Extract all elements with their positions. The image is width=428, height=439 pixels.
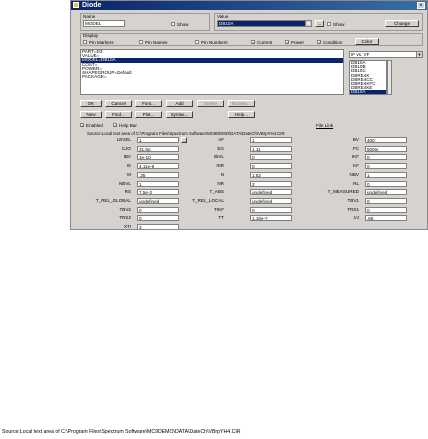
param-value-level[interactable]: 1: [137, 137, 179, 143]
bottom-source-path-text: Source:Local text area of C:\Program Files\Spectrum Software\MC9DEMO\DATA\DateCh\VBrpYH4.CIR: [2, 429, 241, 435]
find-button[interactable]: Find...: [105, 111, 132, 118]
param-value-vj[interactable]: .65: [365, 215, 407, 221]
syntax-button[interactable]: Syntax...: [166, 111, 193, 118]
enabled-checkbox[interactable]: ✓: [81, 123, 85, 128]
value-combo[interactable]: [217, 20, 312, 27]
ok-button[interactable]: OK: [80, 100, 102, 107]
param-label-level: LEVEL: [116, 137, 131, 142]
param-label-eg: EG: [217, 145, 224, 151]
model-list-item[interactable]: DBRE4KFC: [351, 80, 376, 86]
param-value-n[interactable]: 1.52: [250, 172, 292, 178]
diode-dialog: [70, 0, 428, 230]
param-value-cjo[interactable]: 31.5p: [137, 146, 179, 152]
param-value-nr[interactable]: 2: [250, 181, 292, 187]
param-value-ibv[interactable]: 1e-10: [137, 154, 179, 160]
param-value-tbv2[interactable]: 0: [137, 207, 179, 213]
param-label-ibv: IBV: [123, 154, 131, 160]
param-label-trs1: TRS1: [347, 206, 359, 212]
param-value-nbvl[interactable]: 1: [137, 181, 179, 187]
param-label-rs: RS: [124, 189, 131, 195]
attribute-line[interactable]: VALUE=: [82, 53, 100, 59]
param-value-eg[interactable]: 1.11: [250, 146, 292, 152]
current-label: Current: [257, 40, 273, 45]
param-label-ibvl: IBVL: [214, 154, 224, 160]
param-label-xti: XTI: [123, 224, 131, 229]
param-value-t-rel-global[interactable]: undefined: [137, 198, 179, 204]
param-label-t-rel-local: T_REL_LOCAL: [192, 197, 224, 203]
param-label-rl: RL: [353, 180, 359, 186]
param-label-cjo: CJO: [121, 145, 131, 151]
browse-button[interactable]: Browse...: [228, 100, 255, 107]
param-label-nr: NR: [217, 180, 224, 186]
pin-markers-checkbox[interactable]: [83, 40, 87, 44]
plot-dropdown-arrow-icon[interactable]: ▼: [417, 52, 422, 57]
param-label-is: IS: [126, 163, 131, 169]
window-title: Diode: [82, 2, 102, 9]
param-value-xti[interactable]: 3: [137, 224, 179, 230]
model-list-item[interactable]: DB10A: [350, 90, 386, 94]
param-label-vj: VJ: [353, 215, 359, 221]
pin-numbers-label: Pin Numbers: [201, 40, 228, 45]
param-value-is[interactable]: 4.11e-9: [137, 163, 179, 169]
help-bar-checkbox[interactable]: ✓: [114, 123, 118, 128]
attributes-text-area[interactable]: [80, 49, 344, 95]
delete-button[interactable]: Delete: [197, 100, 224, 107]
font-button[interactable]: Font...: [135, 100, 162, 107]
param-value-kf[interactable]: 0: [365, 163, 407, 169]
display-group-label: Display: [83, 33, 99, 38]
param-label-trs2: TRS2: [119, 215, 131, 221]
param-label-n: N: [220, 171, 224, 177]
attribute-line[interactable]: SHAPEGROUP=Default: [82, 69, 132, 75]
param-label-t-rel-global: T_REL_GLOBAL: [95, 197, 131, 203]
attribute-line[interactable]: COST=: [82, 61, 98, 67]
color-button[interactable]: Color: [355, 38, 379, 45]
value-show-label: Show: [333, 22, 345, 27]
plot-select-value: IF vs. VF: [351, 52, 370, 57]
model-list-item[interactable]: DB10A: [351, 60, 366, 65]
enabled-label: Enabled: [86, 123, 103, 128]
param-value-trs1[interactable]: 0: [365, 207, 407, 213]
param-label-tbv2: TBV2: [119, 206, 131, 212]
pin-names-label: Pin Names: [145, 40, 168, 45]
param-label-nbvl: NBVL: [118, 180, 131, 186]
param-label-m: M: [127, 171, 131, 177]
condition-checkbox[interactable]: ✓: [318, 40, 322, 45]
close-button[interactable]: ×: [417, 2, 425, 9]
param-label-isr: ISR: [216, 163, 224, 169]
param-value-ikf[interactable]: 0: [365, 154, 407, 160]
model-list[interactable]: [349, 60, 387, 95]
param-value-af[interactable]: 1: [250, 137, 292, 143]
add-button[interactable]: Add: [166, 100, 193, 107]
param-label-fc: FC: [352, 145, 359, 151]
param-label-t-measured: T_MEASURED: [327, 189, 359, 195]
param-label-t-abs: T_ABS: [209, 189, 224, 195]
param-value-t-abs[interactable]: undefined: [250, 189, 292, 195]
power-checkbox[interactable]: ✓: [286, 40, 290, 45]
param-label-af: AF: [218, 137, 224, 142]
value-show-checkbox[interactable]: [327, 22, 331, 26]
param-value-isr[interactable]: 0: [250, 163, 292, 169]
current-checkbox[interactable]: ✓: [252, 40, 256, 45]
file-link[interactable]: File Link: [316, 123, 334, 128]
param-value-bv[interactable]: 400: [365, 137, 407, 143]
value-group-label: Value: [217, 14, 229, 19]
param-value-t-rel-local[interactable]: undefined: [250, 198, 292, 204]
param-value-fc[interactable]: 500m: [365, 146, 407, 152]
help-button[interactable]: Help...: [228, 111, 255, 118]
param-value-tt[interactable]: 1.16e-7: [250, 215, 292, 221]
param-label-tt: TT: [218, 215, 224, 221]
value-dropdown-arrow-icon[interactable]: ▼: [306, 21, 311, 26]
param-label-tbv1: TBV1: [347, 197, 359, 203]
param-browse-button[interactable]: ...: [182, 138, 186, 143]
pin-numbers-checkbox[interactable]: [195, 40, 199, 44]
source-path-text: Source:Local text area of C:\Program Files\Spectrum Software\MC9DEMO\DATA\DateCh\VBrpYH4.CIR: [87, 131, 285, 136]
param-value-t-measured[interactable]: undefined: [365, 189, 407, 195]
help-bar-label: Help Bar: [119, 123, 137, 128]
change-button[interactable]: Change: [385, 20, 419, 27]
model-list-item[interactable]: DBRE4CC: [351, 76, 373, 82]
param-label-ikf: IKF: [351, 154, 359, 160]
model-list-scrollbar[interactable]: [387, 60, 392, 95]
model-list-item[interactable]: DBRE4KE: [351, 85, 373, 91]
param-label-kf: KF: [353, 163, 359, 169]
model-list-item[interactable]: DBRE4K: [351, 72, 370, 78]
plot-select[interactable]: [349, 51, 423, 58]
param-value-trs2[interactable]: 0: [137, 215, 179, 221]
model-list-item[interactable]: DB10C: [351, 68, 366, 74]
title-bar[interactable]: [71, 1, 427, 10]
param-value-rl[interactable]: 0: [365, 181, 407, 187]
param-label-nbv: NBV: [349, 171, 359, 177]
attribute-line[interactable]: PACKAGE=: [82, 74, 107, 80]
new-button[interactable]: New: [80, 111, 102, 118]
attribute-line[interactable]: MODEL=DB10A: [81, 58, 343, 62]
model-list-item[interactable]: DB10B: [351, 64, 366, 70]
attribute-line[interactable]: PART=D3: [82, 49, 103, 54]
param-value-ibvl[interactable]: 0: [250, 154, 292, 160]
param-value-rs[interactable]: 7.5e-2: [137, 189, 179, 195]
pin-names-checkbox[interactable]: [139, 40, 143, 44]
name-group-label: Name: [83, 14, 96, 19]
diode-app-icon: [73, 2, 79, 8]
name-show-label: Show: [177, 22, 189, 27]
cancel-button[interactable]: Cancel: [105, 100, 132, 107]
value-combo-text: DB10A: [219, 21, 234, 26]
param-label-tikf: TIKF: [214, 206, 224, 212]
param-value-tikf[interactable]: 0: [250, 207, 292, 213]
pin-markers-label: Pin Markers: [89, 40, 114, 45]
name-field[interactable]: MODEL: [83, 20, 125, 27]
attribute-line[interactable]: POWER=: [82, 65, 103, 71]
param-value-m[interactable]: .35: [137, 172, 179, 178]
name-show-checkbox[interactable]: [171, 22, 175, 26]
plot-button[interactable]: Plot...: [135, 111, 162, 118]
param-value-tbv1[interactable]: 0: [365, 198, 407, 204]
param-label-bv: BV: [352, 137, 359, 142]
condition-label: Condition: [323, 40, 343, 45]
value-browse-button[interactable]: ...: [315, 20, 324, 27]
power-label: Power: [291, 40, 305, 45]
param-value-nbv[interactable]: 1: [365, 172, 407, 178]
